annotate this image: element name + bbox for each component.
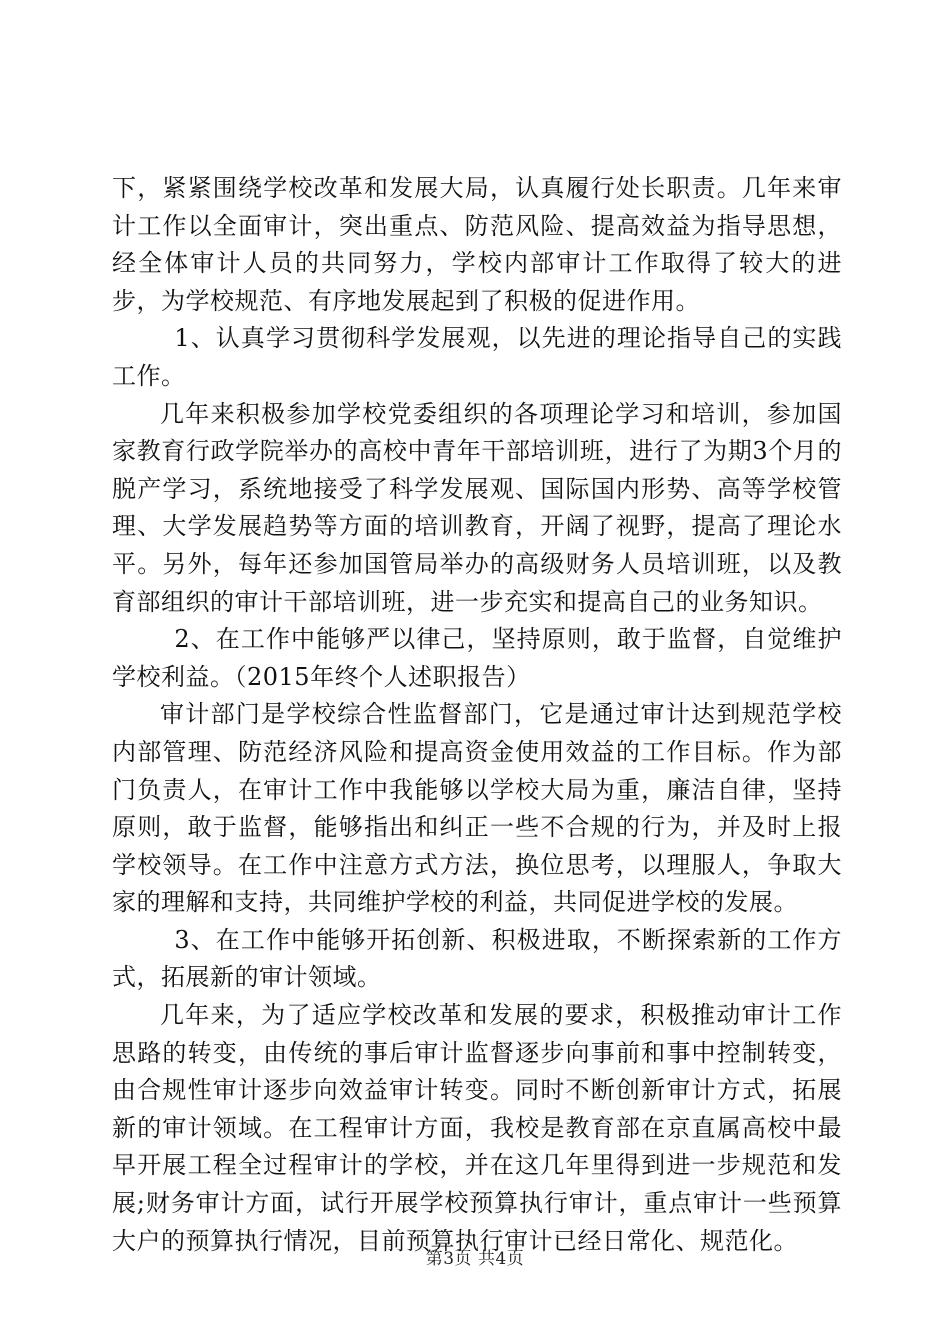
section-heading-3: 3、在工作中能够开拓创新、积极进取，不断探索新的工作方式，拓展新的审计领域。 [112,925,842,992]
paragraph-continuation: 下，紧紧围绕学校改革和发展大局，认真履行处长职责。几年来审计工作以全面审计，突出重点、防范风险、提高效益为指导思想，经全体审计人员的共同努力，学校内部审计工作取得了较大的进步，为学校规范、有序地发展起到了积极的促进作用。 [112,174,842,315]
page-number-footer: 第3页 共4页 [425,1249,525,1269]
paragraph-study: 几年来积极参加学校党委组织的各项理论学习和培训，参加国家教育行政学院举办的高校中青年干部培训班，进行了为期3个月的脱产学习，系统地接受了科学发展观、国际国内形势、高等学校管理、大学发展趋势等方面的培训教育，开阔了视野，提高了理论水平。另外，每年还参加国管局举办的高级财务人员培训班，以及教育部组织的审计干部培训班，进一步充实和提高自己的业务知识。 [112,399,842,616]
paragraph-audit-department: 审计部门是学校综合性监督部门，它是通过审计达到规范学校内部管理、防范经济风险和提高资金使用效益的工作目标。作为部门负责人，在审计工作中我能够以学校大局为重，廉洁自律，坚持原则，敢于监督，能够指出和纠正一些不合规的行为，并及时上报学校领导。在工作中注意方式方法，换位思考，以理服人，争取大家的理解和支持，共同维护学校的利益，共同促进学校的发展。 [112,700,842,917]
section-heading-2: 2、在工作中能够严以律己，坚持原则，敢于监督，自觉维护学校利益。（2015年终个人述职报告） [112,625,842,691]
section-heading-1: 1、认真学习贯彻科学发展观，以先进的理论指导自己的实践工作。 [112,324,842,390]
paragraph-innovation: 几年来，为了适应学校改革和发展的要求，积极推动审计工作思路的转变，由传统的事后审计监督逐步向事前和事中控制转变，由合规性审计逐步向效益审计转变。同时不断创新审计方式，拓展新的审计领域。在工程审计方面，我校是教育部在京直属高校中最早开展工程全过程审计的学校，并在这几年里得到进一步规范和发展;财务审计方面，试行开展学校预算执行审计，重点审计一些预算大户的预算执行情况，目前预算执行审计已经日常化、规范化。 [112,1001,842,1255]
document-body [112,170,842,1260]
